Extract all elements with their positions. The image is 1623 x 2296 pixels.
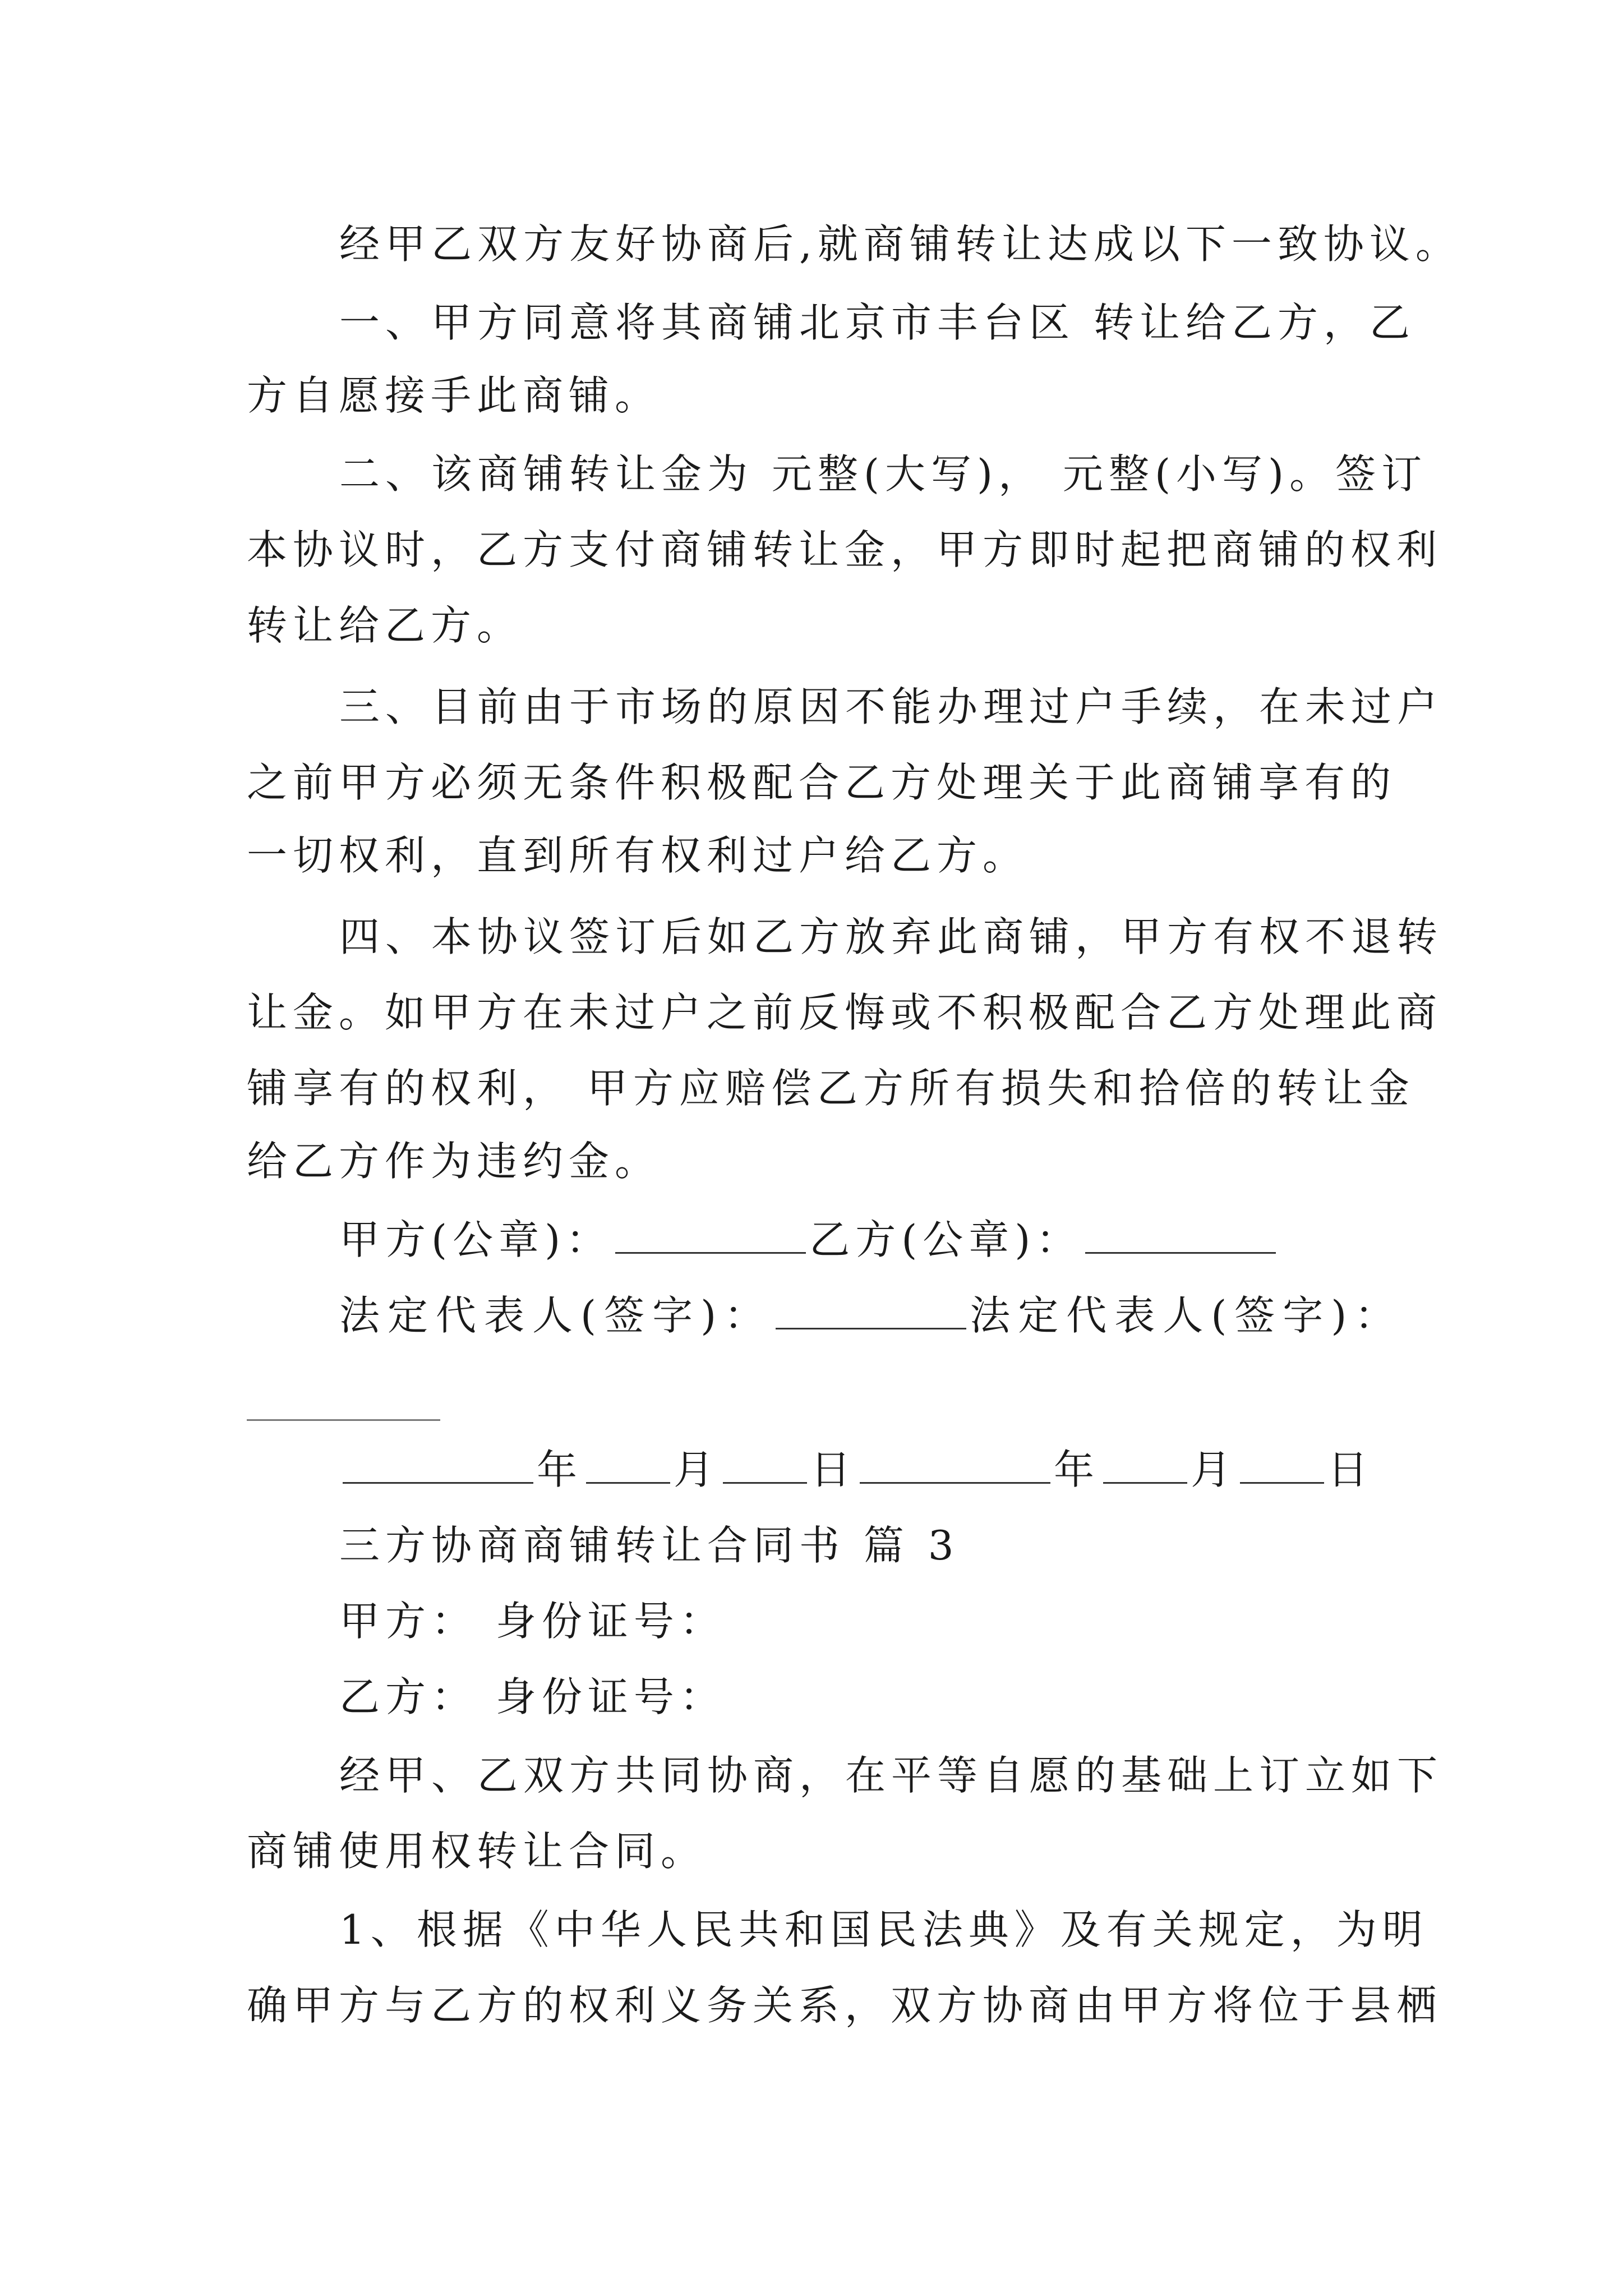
- month-b-blank: [1103, 1450, 1187, 1484]
- representative-line: [339, 1287, 1436, 1343]
- rep-b-blank: [247, 1419, 440, 1421]
- month-b-label: 月: [1191, 1446, 1237, 1493]
- party-b-seal-blank: [1085, 1220, 1276, 1254]
- section-3-party-b: 乙方： 身份证号：: [339, 1673, 726, 1720]
- month-a-blank: [586, 1450, 670, 1484]
- clause-2-line-2: 本协议时，乙方支付商铺转让金，甲方即时起把商铺的权利: [247, 526, 1443, 573]
- year-b-blank: [860, 1450, 1050, 1484]
- section-3-title: 三方协商商铺转让合同书 篇 3: [339, 1522, 960, 1569]
- day-b-label: 日: [1327, 1446, 1374, 1493]
- clause-3-line-2: 之前甲方必须无条件积极配合乙方处理关于此商铺享有的: [247, 759, 1397, 806]
- clause-1-line-2: 方自愿接手此商铺。: [247, 372, 661, 419]
- date-line: [339, 1442, 1436, 1498]
- day-a-label: 日: [810, 1446, 857, 1493]
- paragraph-intro: 经甲乙双方友好协商后,就商铺转让达成以下一致协议。: [339, 220, 1461, 268]
- day-b-blank: [1240, 1450, 1324, 1484]
- seal-line: [339, 1212, 1436, 1268]
- rep-b-label: 法定代表人(签字)：: [970, 1292, 1403, 1339]
- clause-4-line-2: 让金。如甲方在未过户之前反悔或不积极配合乙方处理此商: [247, 989, 1443, 1036]
- clause-4-line-1: 四、本协议签订后如乙方放弃此商铺，甲方有权不退转: [339, 913, 1444, 960]
- clause-3-line-1: 三、目前由于市场的原因不能办理过户手续，在未过户: [339, 683, 1444, 730]
- section-3-para-2-line-2: 确甲方与乙方的权利义务关系，双方协商由甲方将位于县栖: [247, 1982, 1443, 2029]
- year-a-label: 年: [537, 1446, 583, 1493]
- party-a-seal-blank: [615, 1220, 806, 1254]
- section-3-para-2-line-1: 1、根据《中华人民共和国民法典》及有关规定，为明: [339, 1906, 1428, 1953]
- rep-a-label: 法定代表人(签字)：: [339, 1292, 773, 1339]
- year-a-blank: [343, 1450, 533, 1484]
- party-b-seal-label: 乙方(公章)：: [809, 1216, 1082, 1263]
- year-b-label: 年: [1054, 1446, 1100, 1493]
- clause-1-line-1: 一、甲方同意将其商铺北京市丰台区 转让给乙方，乙: [339, 299, 1415, 346]
- clause-3-line-3: 一切权利，直到所有权利过户给乙方。: [247, 832, 1029, 879]
- party-a-seal-label: 甲方(公章)：: [339, 1216, 612, 1263]
- rep-a-blank: [776, 1295, 966, 1329]
- month-a-label: 月: [674, 1446, 720, 1493]
- section-3-para-1-line-1: 经甲、乙双方共同协商，在平等自愿的基础上订立如下: [339, 1752, 1444, 1799]
- day-a-blank: [723, 1450, 807, 1484]
- section-3-para-1-line-2: 商铺使用权转让合同。: [247, 1828, 707, 1875]
- section-3-party-a: 甲方： 身份证号：: [339, 1598, 726, 1645]
- clause-2-line-3: 转让给乙方。: [247, 602, 523, 649]
- clause-4-line-3: 铺享有的权利， 甲方应赔偿乙方所有损失和拾倍的转让金: [247, 1065, 1415, 1112]
- clause-2-line-1: 二、该商铺转让金为 元整(大写)， 元整(小写)。签订: [339, 450, 1428, 498]
- clause-4-line-4: 给乙方作为违约金。: [247, 1138, 661, 1185]
